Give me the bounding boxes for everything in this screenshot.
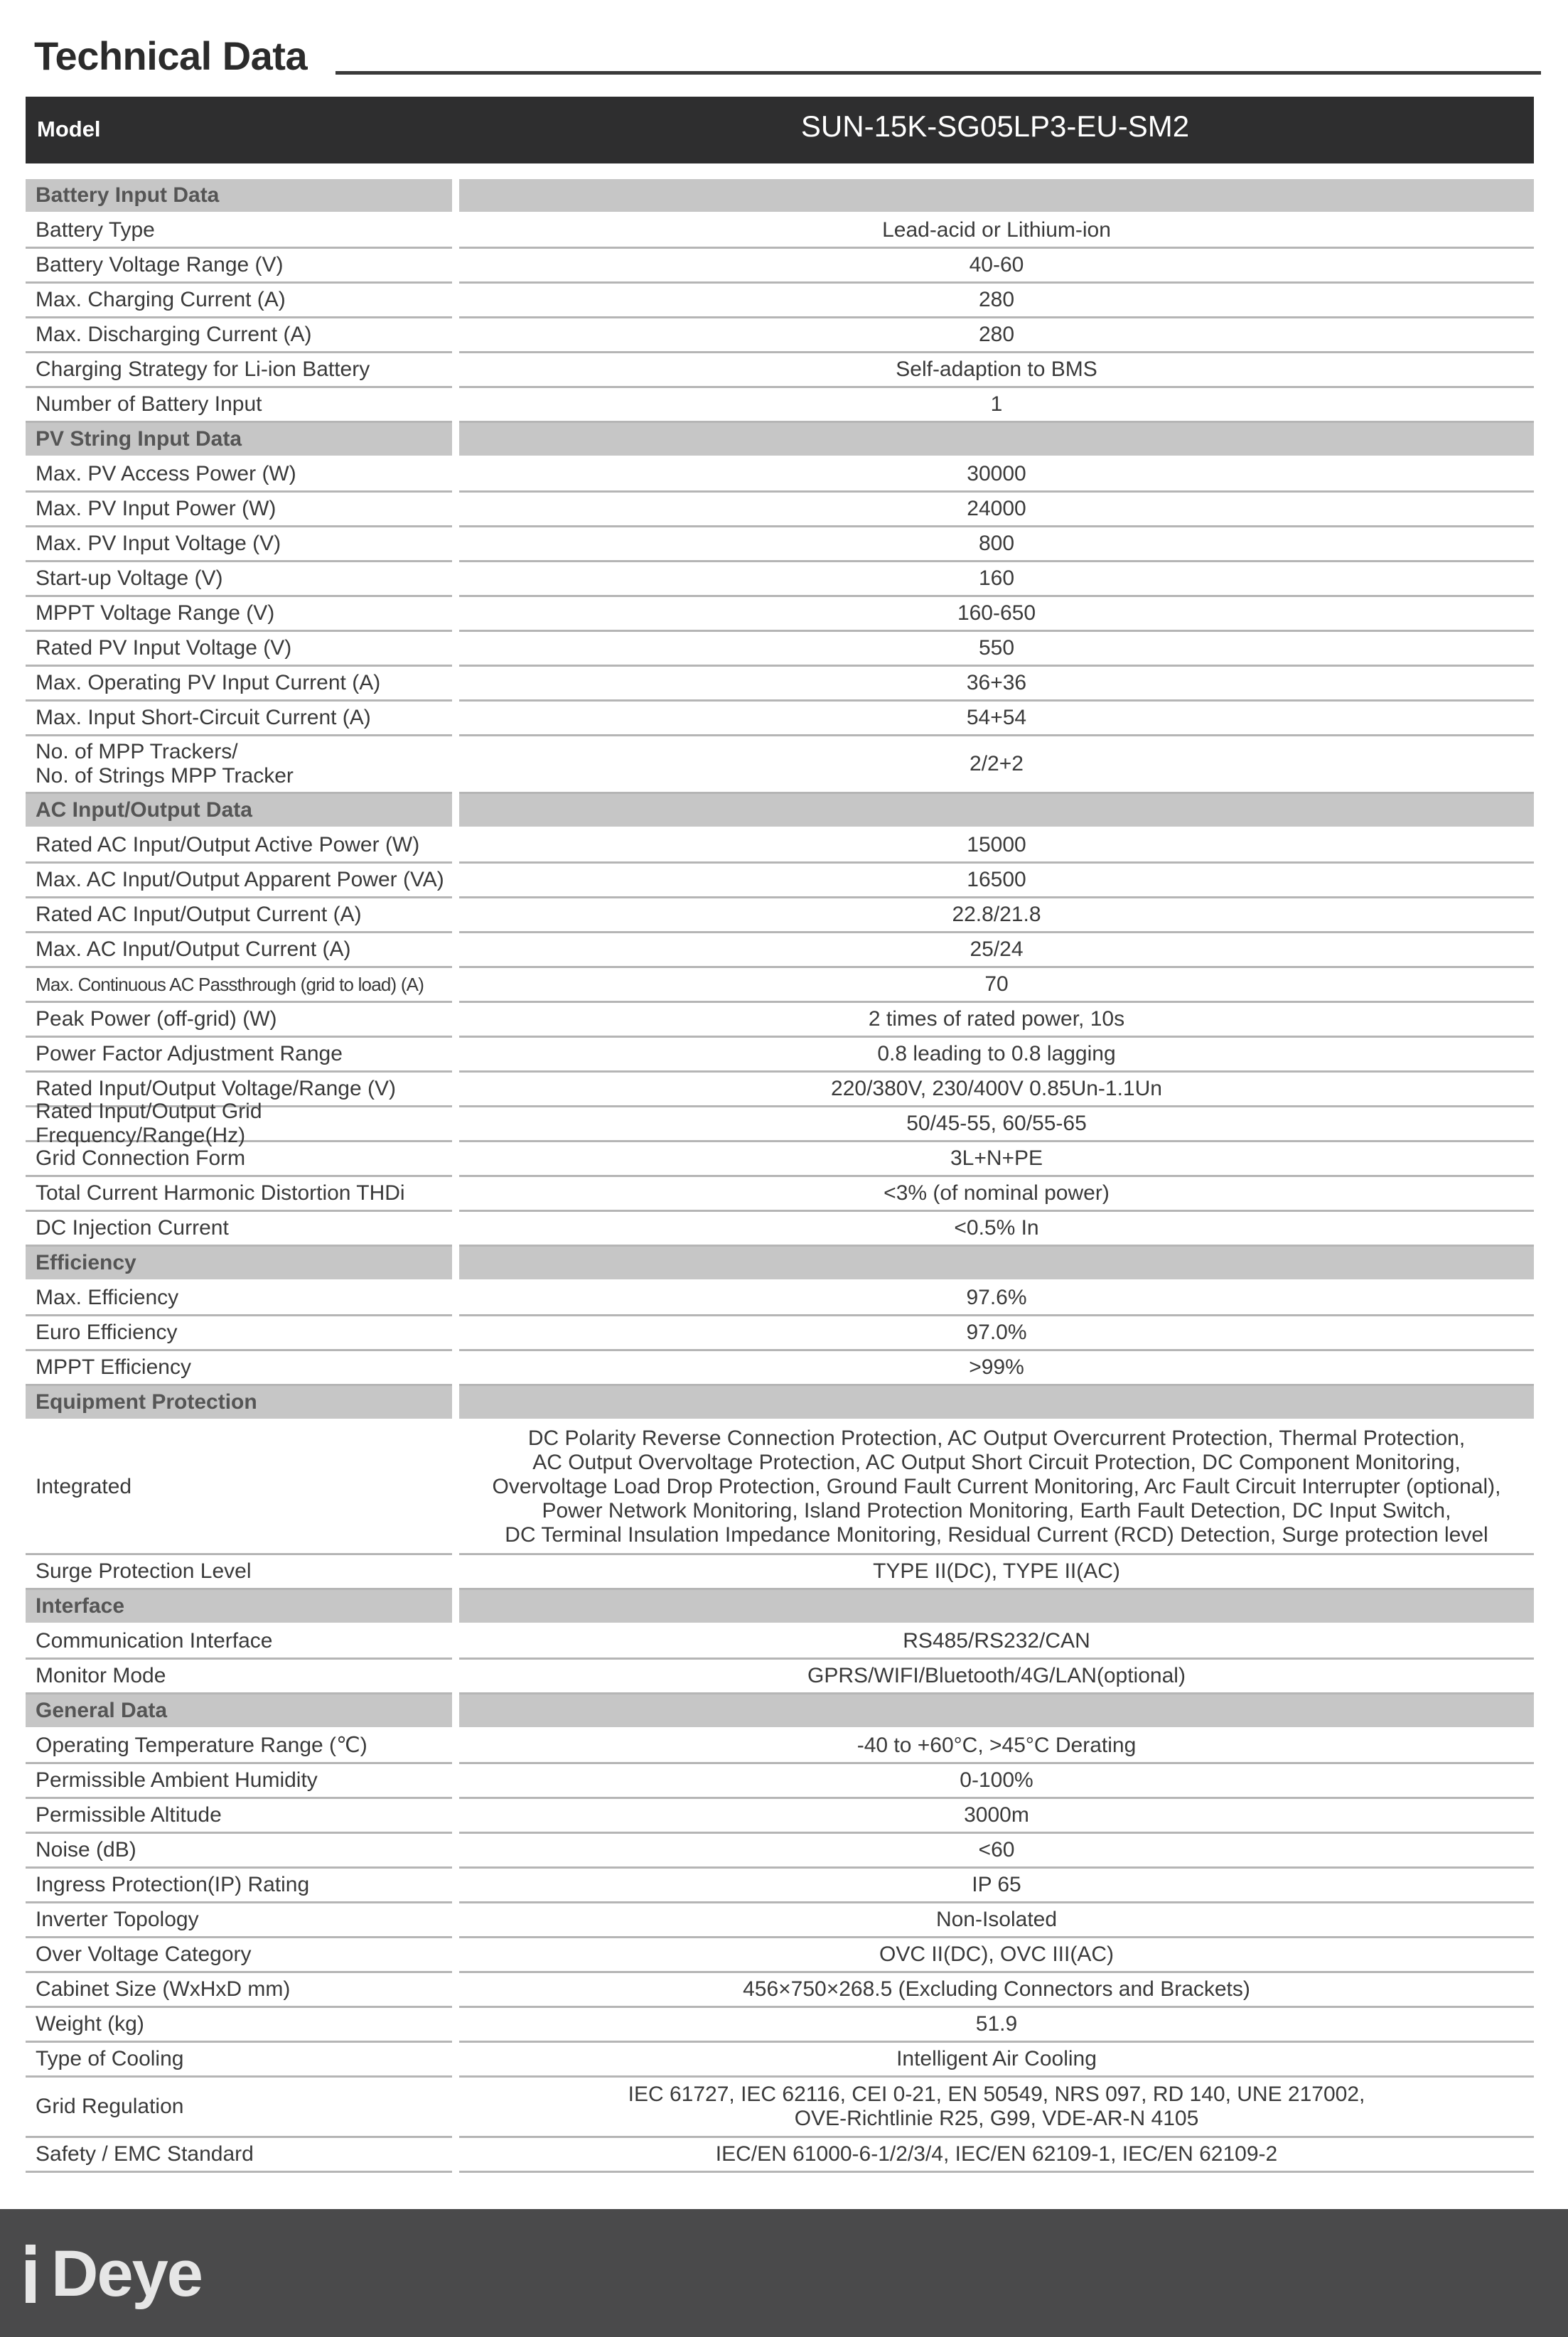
spec-row xyxy=(26,1938,1534,1973)
spec-row xyxy=(26,1625,1534,1660)
spec-label: Max. Continuous AC Passthrough (grid to load) (A) xyxy=(26,968,452,1003)
spec-row xyxy=(26,1100,1534,1147)
spec-value: Self-adaption to BMS xyxy=(459,353,1534,388)
spec-value: 550 xyxy=(459,632,1534,667)
spec-value: 456×750×268.5 (Excluding Connectors and Brackets) xyxy=(459,1973,1534,2008)
spec-label: Total Current Harmonic Distortion THDi xyxy=(26,1177,452,1212)
spec-value: 280 xyxy=(459,284,1534,318)
spec-label: Safety / EMC Standard xyxy=(26,2138,452,2173)
spec-row xyxy=(26,1973,1534,2008)
spec-row xyxy=(26,1764,1534,1799)
spec-row xyxy=(26,353,1534,388)
spec-label: No. of MPP Trackers/ No. of Strings MPP Tracker xyxy=(26,736,452,794)
spec-label: Rated AC Input/Output Active Power (W) xyxy=(26,829,452,864)
spec-value: <0.5% In xyxy=(459,1212,1534,1247)
spec-value: 15000 xyxy=(459,829,1534,864)
spec-value: 2/2+2 xyxy=(459,736,1534,794)
spec-table xyxy=(26,179,1534,2173)
spec-row xyxy=(26,1316,1534,1351)
spec-label: Monitor Mode xyxy=(26,1660,452,1694)
spec-label: Ingress Protection(IP) Rating xyxy=(26,1869,452,1903)
spec-value: -40 to +60°C, >45°C Derating xyxy=(459,1729,1534,1764)
spec-label: Max. Input Short-Circuit Current (A) xyxy=(26,702,452,736)
section-fill xyxy=(459,423,1534,456)
model-header xyxy=(26,97,1534,163)
spec-row xyxy=(26,2138,1534,2173)
section-header-row xyxy=(26,1247,1534,1279)
spec-label: Rated PV Input Voltage (V) xyxy=(26,632,452,667)
spec-row xyxy=(26,736,1534,794)
spec-label: Battery Type xyxy=(26,214,452,249)
spec-value: RS485/RS232/CAN xyxy=(459,1625,1534,1660)
section-fill xyxy=(459,1590,1534,1623)
spec-value: 97.0% xyxy=(459,1316,1534,1351)
section-header-row xyxy=(26,1590,1534,1623)
spec-label: Weight (kg) xyxy=(26,2008,452,2043)
spec-row xyxy=(26,2078,1534,2138)
spec-label: Cabinet Size (WxHxD mm) xyxy=(26,1973,452,2008)
spec-row xyxy=(26,1660,1534,1694)
spec-value: 2 times of rated power, 10s xyxy=(459,1003,1534,1038)
spec-row xyxy=(26,1799,1534,1834)
section-title: Equipment Protection xyxy=(26,1386,452,1419)
spec-value: IEC/EN 61000-6-1/2/3/4, IEC/EN 62109-1, IEC/EN 62109-2 xyxy=(459,2138,1534,2173)
spec-value: >99% xyxy=(459,1351,1534,1386)
spec-label: Noise (dB) xyxy=(26,1834,452,1869)
section-header-row xyxy=(26,1386,1534,1419)
spec-label: DC Injection Current xyxy=(26,1212,452,1247)
spec-value: 36+36 xyxy=(459,667,1534,702)
spec-value: OVC II(DC), OVC III(AC) xyxy=(459,1938,1534,1973)
spec-row xyxy=(26,898,1534,933)
spec-value: <60 xyxy=(459,1834,1534,1869)
spec-value: 70 xyxy=(459,968,1534,1003)
spec-value: <3% (of nominal power) xyxy=(459,1177,1534,1212)
logo-text: Deye xyxy=(51,2237,202,2310)
spec-label: Max. PV Input Voltage (V) xyxy=(26,527,452,562)
spec-label: Type of Cooling xyxy=(26,2043,452,2078)
spec-row xyxy=(26,284,1534,318)
spec-value: DC Polarity Reverse Connection Protection, AC Output Overcurrent Protection, Thermal Protection, AC Output Overvoltage Protection, AC Output Short Circuit Protection, DC Component Monitoring, Overvoltage Load Drop Protection, Ground Fault Current Monitoring, Arc Fault Circuit Interrupter (optional), Power Network Monitoring, Island Protection Monitoring, Earth Fault Detection, DC Input Switch, DC Terminal Insulation Impedance Monitoring, Residual Current (RCD) Detection, Surge protection level xyxy=(459,1421,1534,1555)
spec-row xyxy=(26,458,1534,493)
brand-logo xyxy=(26,2237,202,2310)
model-label: Model xyxy=(37,117,101,141)
spec-label: Rated Input/Output Grid Frequency/Range(Hz) xyxy=(26,1107,452,1142)
spec-row xyxy=(26,1003,1534,1038)
logo-mark-icon xyxy=(26,2245,50,2303)
spec-label: Grid Regulation xyxy=(26,2078,452,2138)
spec-row xyxy=(26,1555,1534,1590)
spec-row xyxy=(26,667,1534,702)
spec-label: Communication Interface xyxy=(26,1625,452,1660)
spec-label: Number of Battery Input xyxy=(26,388,452,423)
footer xyxy=(0,2209,1568,2337)
spec-row xyxy=(26,1903,1534,1938)
spec-label: Surge Protection Level xyxy=(26,1555,452,1590)
spec-value: 25/24 xyxy=(459,933,1534,968)
spec-row xyxy=(26,562,1534,597)
spec-row xyxy=(26,1351,1534,1386)
spec-value: 16500 xyxy=(459,864,1534,898)
spec-row xyxy=(26,1421,1534,1555)
spec-label: Charging Strategy for Li-ion Battery xyxy=(26,353,452,388)
spec-label: Max. Discharging Current (A) xyxy=(26,318,452,353)
spec-value: Intelligent Air Cooling xyxy=(459,2043,1534,2078)
section-fill xyxy=(459,794,1534,827)
spec-row xyxy=(26,1729,1534,1764)
section-title: General Data xyxy=(26,1694,452,1727)
spec-value: 40-60 xyxy=(459,249,1534,284)
spec-label: Over Voltage Category xyxy=(26,1938,452,1973)
spec-value: 51.9 xyxy=(459,2008,1534,2043)
section-fill xyxy=(459,179,1534,212)
section-title: AC Input/Output Data xyxy=(26,794,452,827)
spec-label: Operating Temperature Range (℃) xyxy=(26,1729,452,1764)
spec-row xyxy=(26,1142,1534,1177)
spec-label: MPPT Voltage Range (V) xyxy=(26,597,452,632)
section-header-row xyxy=(26,179,1534,212)
spec-label: Max. AC Input/Output Apparent Power (VA) xyxy=(26,864,452,898)
spec-row xyxy=(26,702,1534,736)
spec-label: Max. AC Input/Output Current (A) xyxy=(26,933,452,968)
spec-row xyxy=(26,1177,1534,1212)
spec-label: Max. Efficiency xyxy=(26,1282,452,1316)
spec-label: Max. PV Input Power (W) xyxy=(26,493,452,527)
section-title: PV String Input Data xyxy=(26,423,452,456)
spec-label: Rated Input/Output Voltage/Range (V) xyxy=(26,1073,452,1107)
spec-value: GPRS/WIFI/Bluetooth/4G/LAN(optional) xyxy=(459,1660,1534,1694)
spec-label: Permissible Ambient Humidity xyxy=(26,1764,452,1799)
spec-label: MPPT Efficiency xyxy=(26,1351,452,1386)
spec-row xyxy=(26,249,1534,284)
spec-value: 22.8/21.8 xyxy=(459,898,1534,933)
spec-label: Peak Power (off-grid) (W) xyxy=(26,1003,452,1038)
page-title: Technical Data xyxy=(34,33,308,78)
spec-value: 30000 xyxy=(459,458,1534,493)
spec-label: Max. PV Access Power (W) xyxy=(26,458,452,493)
spec-row xyxy=(26,2043,1534,2078)
section-fill xyxy=(459,1694,1534,1727)
title-underline xyxy=(335,71,1541,75)
spec-label: Battery Voltage Range (V) xyxy=(26,249,452,284)
section-title: Battery Input Data xyxy=(26,179,452,212)
spec-label: Euro Efficiency xyxy=(26,1316,452,1351)
spec-row xyxy=(26,493,1534,527)
spec-label: Grid Connection Form xyxy=(26,1142,452,1177)
spec-row xyxy=(26,527,1534,562)
spec-row xyxy=(26,214,1534,249)
spec-row xyxy=(26,1834,1534,1869)
spec-value: 24000 xyxy=(459,493,1534,527)
spec-value: 0-100% xyxy=(459,1764,1534,1799)
section-header-row xyxy=(26,1694,1534,1727)
spec-value: 280 xyxy=(459,318,1534,353)
spec-row xyxy=(26,933,1534,968)
spec-row xyxy=(26,632,1534,667)
spec-label: Start-up Voltage (V) xyxy=(26,562,452,597)
model-value: SUN-15K-SG05LP3-EU-SM2 xyxy=(800,109,1190,143)
spec-value: 160 xyxy=(459,562,1534,597)
spec-value: Non-Isolated xyxy=(459,1903,1534,1938)
spec-label: Inverter Topology xyxy=(26,1903,452,1938)
spec-row xyxy=(26,2008,1534,2043)
spec-value: IP 65 xyxy=(459,1869,1534,1903)
spec-row xyxy=(26,1282,1534,1316)
spec-value: 3000m xyxy=(459,1799,1534,1834)
spec-value: IEC 61727, IEC 62116, CEI 0-21, EN 50549, NRS 097, RD 140, UNE 217002, OVE-Richtlinie R25, G99, VDE-AR-N 4105 xyxy=(459,2078,1534,2138)
section-header-row xyxy=(26,423,1534,456)
spec-value: 1 xyxy=(459,388,1534,423)
spec-label: Rated AC Input/Output Current (A) xyxy=(26,898,452,933)
spec-label: Power Factor Adjustment Range xyxy=(26,1038,452,1073)
spec-value: TYPE II(DC), TYPE II(AC) xyxy=(459,1555,1534,1590)
spec-value: 97.6% xyxy=(459,1282,1534,1316)
spec-row xyxy=(26,864,1534,898)
section-title: Interface xyxy=(26,1590,452,1623)
title-bar xyxy=(26,28,1541,85)
section-title: Efficiency xyxy=(26,1247,452,1279)
spec-value: 800 xyxy=(459,527,1534,562)
spec-value: 160-650 xyxy=(459,597,1534,632)
spec-value: 54+54 xyxy=(459,702,1534,736)
spec-label: Permissible Altitude xyxy=(26,1799,452,1834)
spec-label: Max. Operating PV Input Current (A) xyxy=(26,667,452,702)
section-header-row xyxy=(26,794,1534,827)
spec-row xyxy=(26,829,1534,864)
section-fill xyxy=(459,1386,1534,1419)
spec-value: 50/45-55, 60/55-65 xyxy=(459,1107,1534,1142)
spec-row xyxy=(26,968,1534,1003)
spec-value: 220/380V, 230/400V 0.85Un-1.1Un xyxy=(459,1073,1534,1107)
spec-label: Integrated xyxy=(26,1421,452,1555)
spec-value: Lead-acid or Lithium-ion xyxy=(459,214,1534,249)
spec-row xyxy=(26,318,1534,353)
spec-row xyxy=(26,388,1534,423)
spec-row xyxy=(26,1038,1534,1073)
spec-value: 3L+N+PE xyxy=(459,1142,1534,1177)
spec-label: Max. Charging Current (A) xyxy=(26,284,452,318)
spec-row xyxy=(26,1212,1534,1247)
section-fill xyxy=(459,1247,1534,1279)
spec-row xyxy=(26,597,1534,632)
spec-row xyxy=(26,1869,1534,1903)
spec-value: 0.8 leading to 0.8 lagging xyxy=(459,1038,1534,1073)
